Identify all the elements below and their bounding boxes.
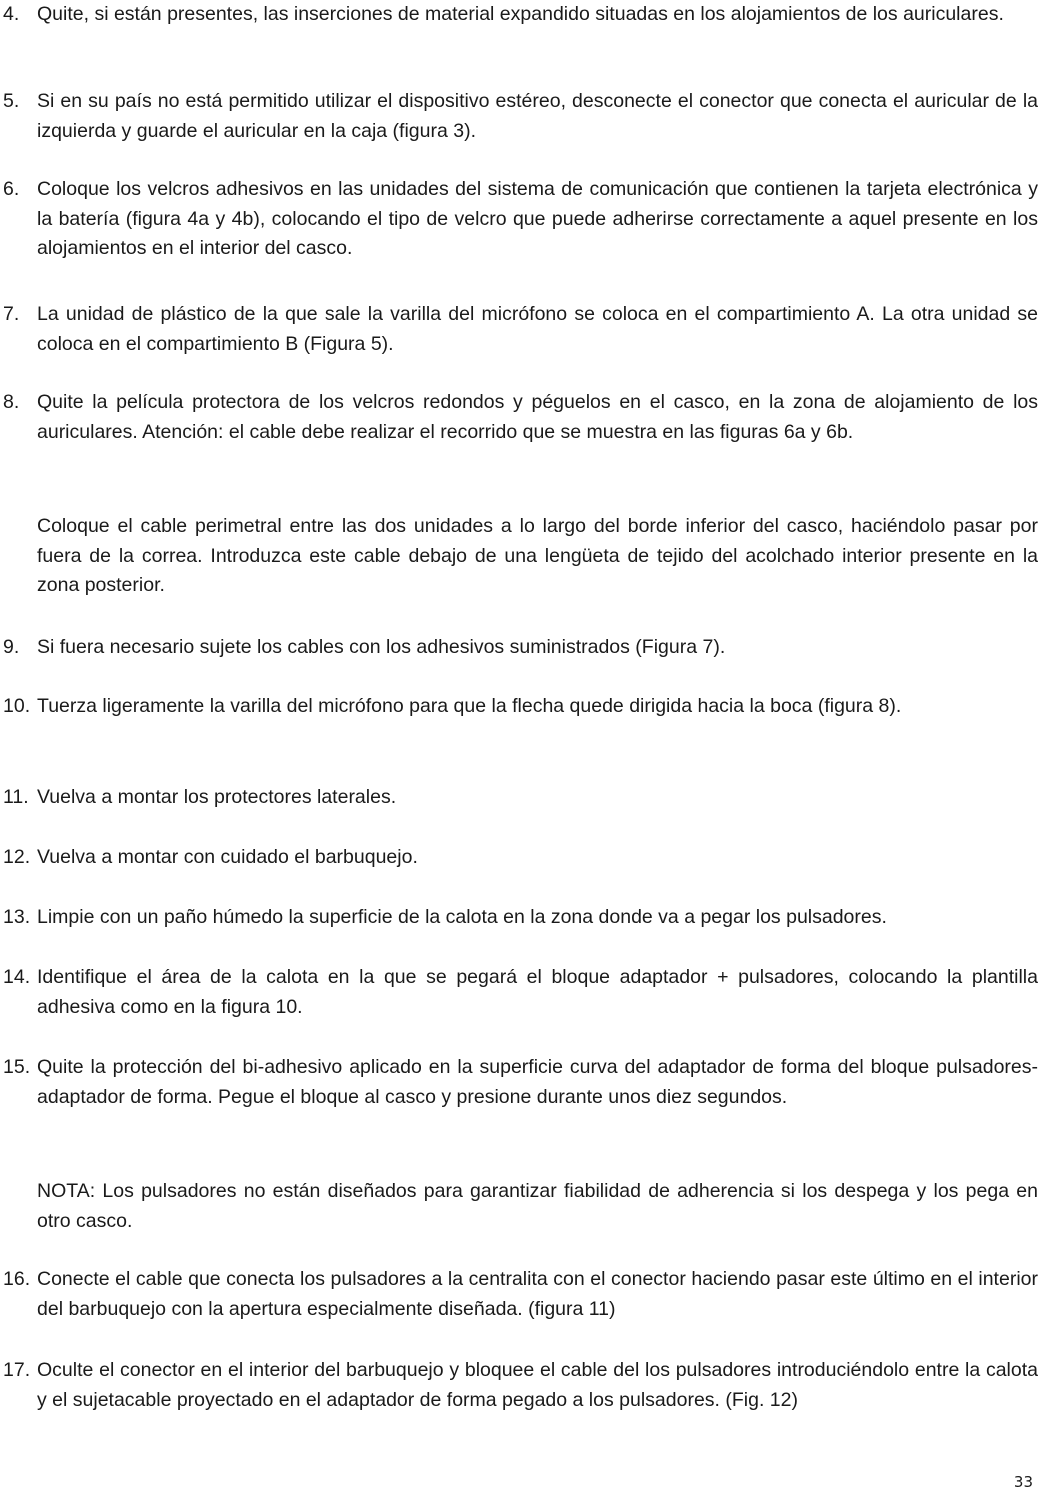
item-text: Oculte el conector en el interior del barbuquejo y bloquee el cable del los pulsadores introduciéndolo entre la calota y el sujetacable proyectado en el adaptador de forma pegado a los pulsadores. (Fig. 12): [37, 1359, 1038, 1411]
item-text: Quite, si están presentes, las inserciones de material expandido situadas en los alojamientos de los auriculares.: [37, 3, 1004, 25]
item-number: 16.: [3, 1268, 31, 1290]
item-text: Vuelva a montar con cuidado el barbuquejo.: [37, 846, 418, 868]
item-text: Coloque los velcros adhesivos en las unidades del sistema de comunicación que contienen la tarjeta electrónica y la batería (figura 4a y 4b), colocando el tipo de velcro que puede adherirse correctamente a aquel presente en los alojamientos en el interior del casco.: [37, 178, 1038, 259]
item-text: Vuelva a montar los protectores laterales.: [37, 786, 397, 808]
item-text: Conecte el cable que conecta los pulsadores a la centralita con el conector haciendo pasar este último en el interior del barbuquejo con la apertura especialmente diseñada. (figura 11): [37, 1268, 1038, 1320]
item-text: Si en su país no está permitido utilizar el dispositivo estéreo, desconecte el conector que conecta el auricular de la izquierda y guarde el auricular en la caja (figura 3).: [37, 90, 1038, 142]
item-text: Identifique el área de la calota en la que se pegará el bloque adaptador + pulsadores, colocando la plantilla adhesiva como en la figura 10.: [37, 966, 1038, 1018]
item-text: Tuerza ligeramente la varilla del micrófono para que la flecha quede dirigida hacia la boca (figura 8).: [37, 695, 902, 717]
item-text: Si fuera necesario sujete los cables con los adhesivos suministrados (Figura 7).: [37, 636, 726, 658]
item-number: 14.: [3, 966, 31, 988]
item-number: 9.: [3, 636, 20, 658]
item-number: 8.: [3, 391, 20, 413]
item-number: 11.: [3, 786, 29, 808]
item-text: Quite la película protectora de los velcros redondos y péguelos en el casco, en la zona de alojamiento de los auriculares. Atención: el cable debe realizar el recorrido que se muestra en las figuras 6a y 6b.: [37, 391, 1038, 443]
item-number: 5.: [3, 90, 20, 112]
item-text: La unidad de plástico de la que sale la varilla del micrófono se coloca en el compartimiento A. La otra unidad se coloca en el compartimiento B (Figura 5).: [37, 303, 1038, 355]
item-number: 6.: [3, 178, 20, 200]
item-number: 10.: [3, 695, 31, 717]
item-continuation-text: Coloque el cable perimetral entre las dos unidades a lo largo del borde inferior del casco, haciéndolo pasar por fuera de la correa. Introduzca este cable debajo de una lengüeta de tejido del acolchado interior presente en la zona posterior.: [37, 515, 1038, 596]
item-number: 7.: [3, 303, 20, 325]
item-note-text: NOTA: Los pulsadores no están diseñados para garantizar fiabilidad de adherencia si los despega y los pega en otro casco.: [37, 1180, 1038, 1232]
page-number: 33: [1013, 1473, 1033, 1491]
item-number: 13.: [3, 906, 31, 928]
item-number: 4.: [3, 3, 20, 25]
item-text: Quite la protección del bi-adhesivo aplicado en la superficie curva del adaptador de forma del bloque pulsadores-adaptador de forma. Pegue el bloque al casco y presione durante unos diez segundos.: [37, 1056, 1038, 1108]
item-text: Limpie con un paño húmedo la superficie de la calota en la zona donde va a pegar los pulsadores.: [37, 906, 887, 928]
item-number: 17.: [3, 1359, 31, 1381]
item-number: 12.: [3, 846, 31, 868]
item-number: 15.: [3, 1056, 31, 1078]
